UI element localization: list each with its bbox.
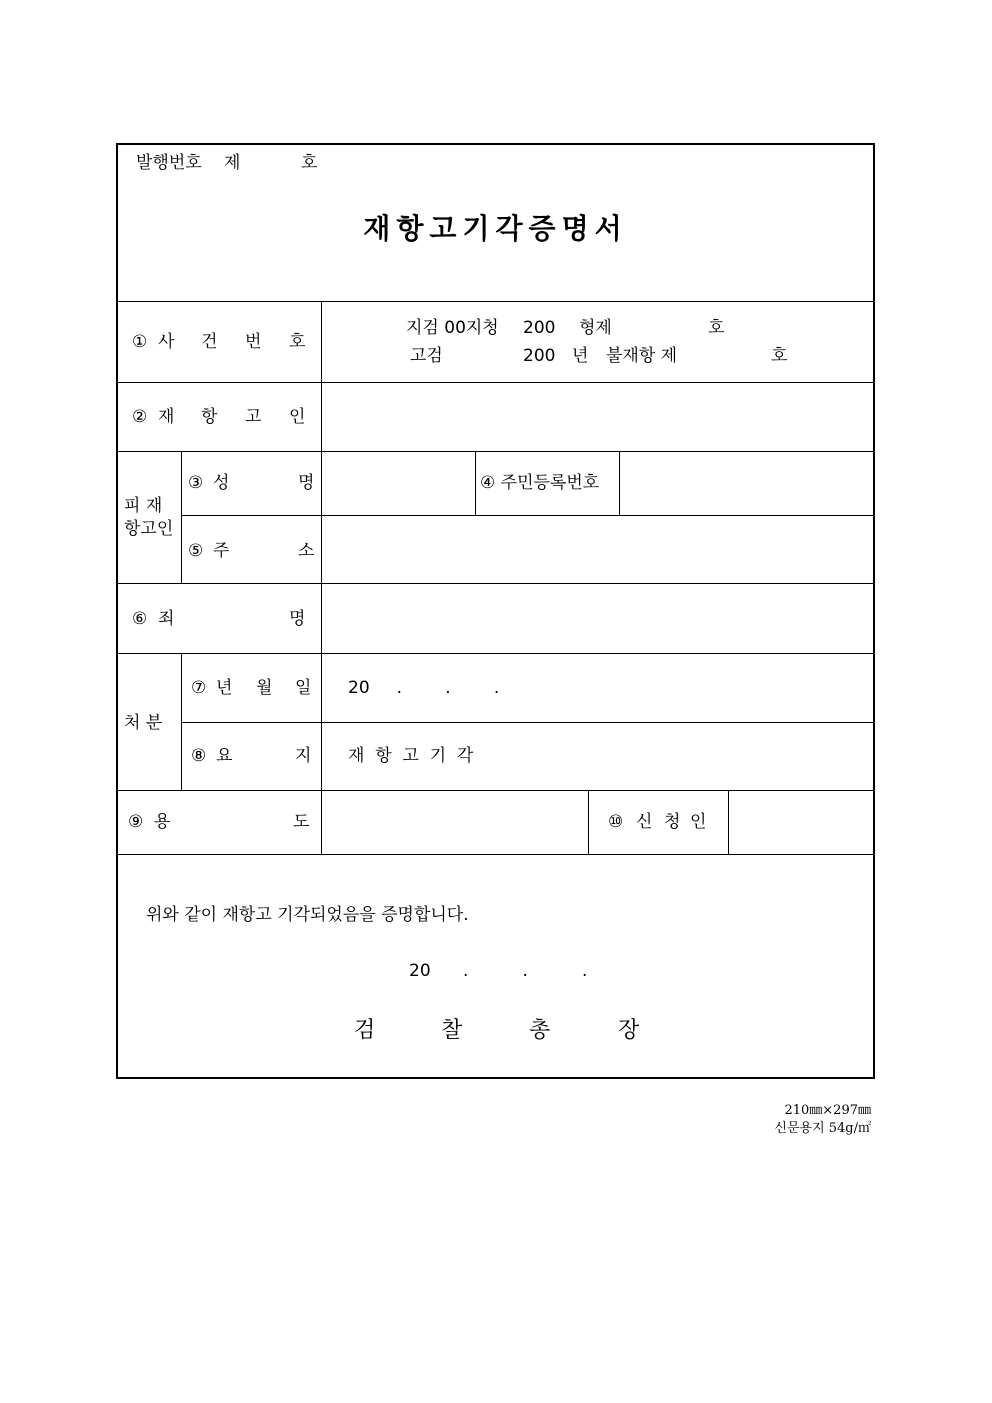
- case-line2-ho: 호: [771, 346, 788, 366]
- date-char: 일: [295, 678, 312, 698]
- case-number-char: 건: [201, 332, 218, 352]
- certification-statement: 위와 같이 재항고 기각되었음을 증명합니다.: [146, 905, 469, 925]
- rule: [118, 790, 875, 791]
- case-line2-year: 200: [523, 346, 556, 366]
- address-char: 주: [213, 541, 230, 561]
- gist-char: 지: [295, 746, 312, 766]
- certification-date: 20 . . .: [409, 961, 588, 981]
- name-circle: ③: [188, 473, 204, 493]
- appellant-circle: ②: [132, 407, 148, 427]
- address-circle: ⑤: [188, 541, 204, 561]
- applicant-circle: ⑩: [608, 812, 624, 832]
- appellant-char: 인: [289, 407, 306, 427]
- issue-number-ho: 호: [301, 153, 318, 173]
- rule: [118, 653, 875, 654]
- case-number-char: 번: [245, 332, 262, 352]
- case-line1-year: 200: [523, 318, 556, 338]
- rule: [619, 451, 620, 515]
- gist-char: 요: [216, 746, 233, 766]
- applicant-char: 청: [664, 812, 681, 832]
- case-line2-type: 불재항 제: [606, 346, 678, 366]
- rule: [118, 301, 875, 302]
- rule: [181, 515, 875, 516]
- issue-number-je: 제: [224, 153, 241, 173]
- date-char: 월: [256, 678, 273, 698]
- case-line1-office: 지검 00지청: [406, 318, 499, 338]
- case-line2-nyeon: 년: [572, 346, 589, 366]
- gist-value: 재 항 고 기 각: [348, 746, 474, 766]
- document-title: 재항고기각증명서: [363, 212, 628, 245]
- rule: [181, 451, 182, 583]
- respondent-group-label: 피 재: [124, 496, 163, 516]
- paper-type-note: 신문용지 54g/㎡: [774, 1121, 871, 1136]
- appellant-char: 재: [158, 407, 175, 427]
- case-number-circle: ①: [132, 332, 148, 352]
- rule: [181, 722, 875, 723]
- authority-char: 장: [618, 1018, 640, 1043]
- charge-char: 죄: [158, 609, 175, 629]
- appellant-char: 항: [201, 407, 218, 427]
- rule: [118, 382, 875, 383]
- case-number-char: 사: [158, 332, 175, 352]
- rule: [181, 653, 182, 790]
- date-circle: ⑦: [191, 678, 207, 698]
- paper-size-note: 210㎜×297㎜: [784, 1103, 871, 1118]
- disposition-group-label: 처 분: [124, 713, 163, 733]
- appellant-char: 고: [245, 407, 262, 427]
- rule: [728, 790, 729, 854]
- case-line2-office: 고검: [410, 346, 443, 366]
- purpose-circle: ⑨: [128, 812, 144, 832]
- charge-circle: ⑥: [132, 609, 148, 629]
- date-value: 20 . . .: [348, 678, 500, 698]
- rule: [475, 451, 476, 515]
- authority-char: 총: [529, 1018, 551, 1043]
- applicant-char: 인: [690, 812, 707, 832]
- address-char: 소: [298, 541, 315, 561]
- date-char: 년: [216, 678, 233, 698]
- rrn-label: ④ 주민등록번호: [480, 473, 600, 493]
- rule: [118, 451, 875, 452]
- rule: [118, 583, 875, 584]
- case-line1-ho: 호: [708, 318, 725, 338]
- issue-number-label: 발행번호: [136, 153, 202, 173]
- rule: [588, 790, 589, 854]
- case-number-char: 호: [289, 332, 306, 352]
- applicant-char: 신: [636, 812, 653, 832]
- purpose-char: 용: [154, 812, 171, 832]
- gist-circle: ⑧: [191, 746, 207, 766]
- rule: [118, 854, 875, 855]
- charge-char: 명: [289, 609, 306, 629]
- name-char: 성: [213, 473, 230, 493]
- authority-char: 찰: [441, 1018, 463, 1043]
- name-char: 명: [298, 473, 315, 493]
- rule: [321, 301, 322, 854]
- authority-char: 검: [354, 1018, 376, 1043]
- purpose-char: 도: [293, 812, 310, 832]
- respondent-group-label: 항고인: [124, 519, 174, 539]
- certificate-form: [116, 143, 875, 1079]
- case-line1-type: 형제: [579, 318, 612, 338]
